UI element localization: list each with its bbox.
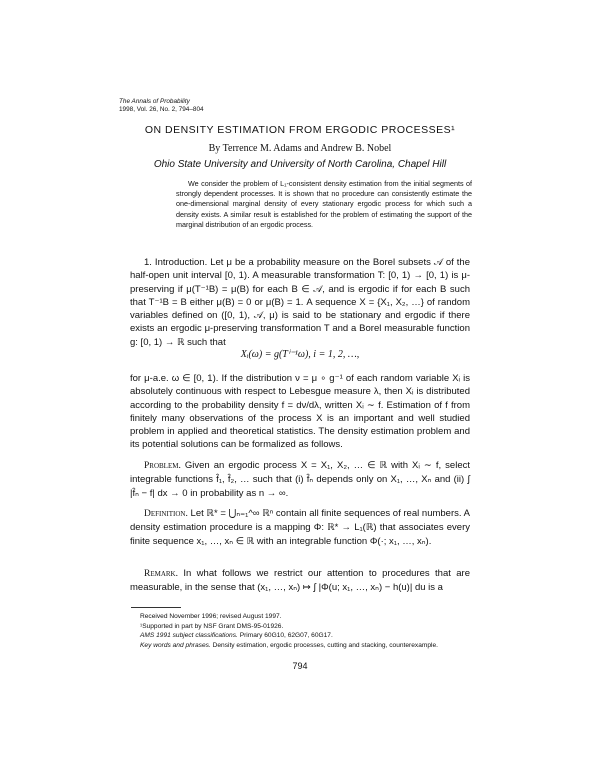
page-number: 794: [292, 661, 308, 671]
ams-text: Primary 60G10, 62G07, 60G17.: [239, 632, 333, 639]
ams-label: AMS 1991 subject classifications.: [140, 632, 238, 639]
footnote-rule: [131, 607, 181, 608]
problem-statement: [130, 459, 470, 500]
intro-text: Let μ be a probability measure on the Borel subsets 𝒜 of the half-open unit interval [0, 1). A measurable transformation T: [0, 1) → [0, 1) is μ-preserving if μ(T⁻¹B) = μ(B) for each B ∈ 𝒜, and is ergodic if for each B such that T⁻¹B = B either μ(B) = 0 or μ(B) = 1. A sequence X = {X₁, X₂, …} of random variables defined on ([0, 1), 𝒜, μ) is said to be stationary and ergodic if there exists an ergodic μ-preserving transformation T and a Borel measurable function g: [0, 1) → ℝ such that: [130, 257, 470, 348]
ams-note: [130, 631, 470, 641]
remark-label: Remark.: [144, 569, 178, 579]
definition: [130, 507, 470, 548]
affiliation: Ohio State University and University of North Carolina, Chapel Hill: [153, 159, 447, 170]
remark: [130, 567, 470, 595]
support-note: ¹Supported in part by NSF Grant DMS-95-01926.: [140, 622, 284, 630]
footnotes: [130, 612, 470, 650]
paper-title: ON DENSITY ESTIMATION FROM ERGODIC PROCESSES¹: [144, 124, 456, 136]
intro-continuation: for μ-a.e. ω ∈ [0, 1). If the distribution ν = μ ∘ g⁻¹ of each random variable Xᵢ is absolutely continuous with respect to Lebesgue measure λ, then Xᵢ is distributed according to the probability density f = dν/dλ, written Xᵢ ∼ f. Estimation of f from finitely many observations of the process X is an important and well studied problem in applied and theoretical statistics. The density estimation problem and its potential solutions can be formalized as follows.: [130, 373, 470, 451]
problem-label: Problem.: [144, 461, 181, 471]
keywords-text: Density estimation, ergodic processes, cutting and stacking, counterexample.: [212, 641, 438, 649]
definition-label: Definition.: [144, 509, 188, 519]
section-heading: 1. Introduction.: [144, 257, 208, 268]
journal-name: The Annals of Probability: [119, 98, 190, 105]
remark-text: In what follows we restrict our attention to procedures that are measurable, in the sense that (x₁, …, xₙ) ↦ ∫ |Φ(u; x₁, …, xₙ) − h(u)| du is a: [130, 568, 470, 594]
volume-info: 1998, Vol. 26, No. 2, 794–804: [119, 106, 204, 113]
problem-text: Given an ergodic process X = X₁, X₂, … ∈ ℝ with Xᵢ ∼ f, select integrable functions f̂₁, f̂₂, … such that (i) f̂ₙ depends only on X₁, …, Xₙ and (ii) ∫ |f̂ₙ − f| dx → 0 in probability as n → ∞.: [130, 460, 470, 499]
abstract: We consider the problem of L₁-consistent density estimation from the initial segments of strongly dependent processes. It is shown that no procedure can consistently estimate the one-dimensional marginal density of every stationary ergodic process for which such a density exists. A similar result is established for the problem of estimating the support of the marginal distribution of an ergodic process.: [176, 179, 472, 229]
received-note: Received November 1996; revised August 1997.: [140, 613, 282, 620]
keywords-note: [130, 641, 470, 651]
definition-text: Let ℝ* = ⋃ₙ₌₁^∞ ℝⁿ contain all finite sequences of real numbers. A density estimation procedure is a mapping Φ: ℝ* → L₁(ℝ) that associates every finite sequence x₁, …, xₙ ∈ ℝ with an integrable function Φ(·; x₁, …, xₙ).: [130, 508, 471, 547]
journal-header: [119, 98, 204, 114]
authors: By Terrence M. Adams and Andrew B. Nobel: [208, 143, 392, 154]
keywords-label: Key words and phrases.: [140, 641, 211, 649]
equation: Xᵢ(ω) = g(Tⁱ⁻¹ω), i = 1, 2, …,: [240, 349, 360, 360]
intro-paragraph: [130, 256, 470, 349]
